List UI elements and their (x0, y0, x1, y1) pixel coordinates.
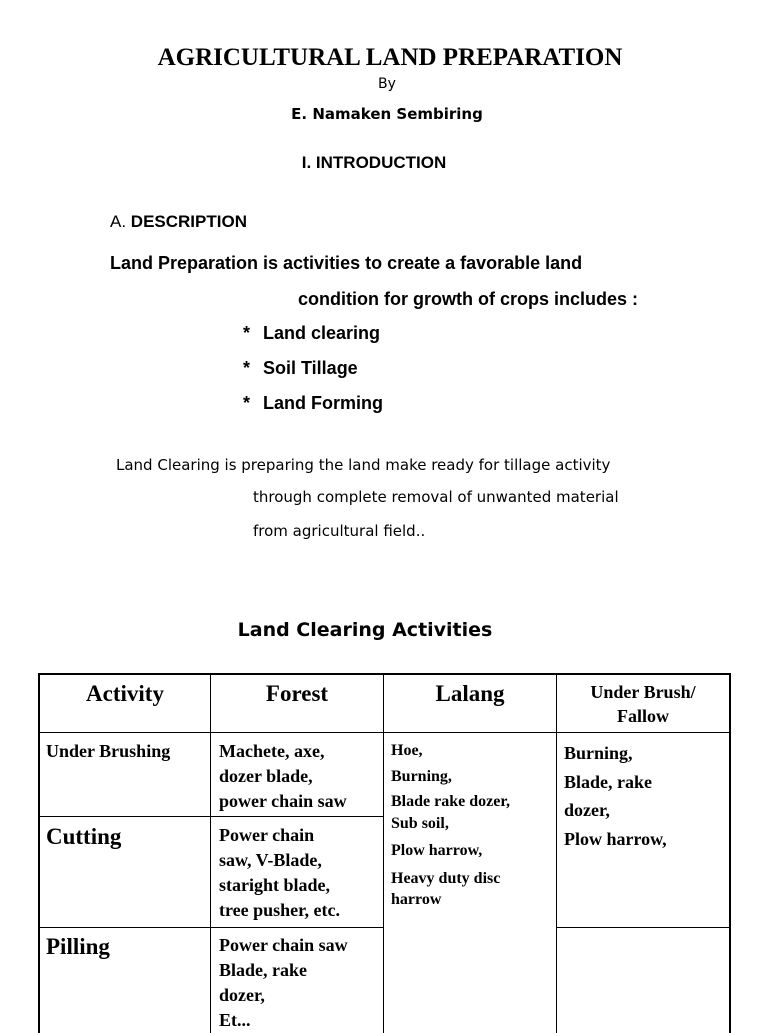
lalang-line: Sub soil, (391, 814, 449, 832)
definition-line-1: Land Preparation is activities to create a favorable land (110, 253, 583, 273)
forest-line: power chain saw (219, 791, 347, 811)
subsection-heading (110, 212, 247, 232)
header-activity: Activity (86, 681, 164, 706)
table-border-top (38, 673, 731, 675)
under-brush-line: Burning, (564, 743, 633, 763)
document-title: AGRICULTURAL LAND PREPARATION (157, 44, 623, 71)
table-title: Land Clearing Activities (237, 619, 493, 641)
section-heading: I. INTRODUCTION (301, 153, 447, 172)
under-brush-line: dozer, (564, 800, 610, 820)
lalang-line: Hoe, (391, 742, 423, 759)
forest-cell (219, 933, 348, 1033)
row-divider (38, 927, 384, 928)
activity-cell: Under Brushing (46, 741, 171, 761)
forest-line: Et... (219, 1010, 251, 1030)
header-lalang: Lalang (435, 681, 505, 706)
forest-line: staright blade, (219, 875, 331, 895)
clearing-line-2: through complete removal of unwanted material (253, 488, 619, 506)
forest-line: dozer, (219, 985, 265, 1005)
lalang-line: Burning, (391, 767, 452, 785)
bullet-item (243, 393, 383, 414)
bullet-marker: * (243, 323, 251, 343)
bullet-item (243, 358, 358, 379)
header-under-brush: Under Brush/ Fallow (590, 682, 696, 726)
table-border-left (38, 673, 40, 1033)
lalang-line: harrow (391, 891, 442, 908)
bullet-text: Soil Tillage (263, 358, 358, 378)
forest-line: Machete, axe, (219, 741, 325, 761)
row-divider (556, 927, 731, 928)
forest-line: Blade, rake (219, 960, 307, 980)
forest-line: Power chain saw (219, 935, 348, 955)
forest-cell (219, 823, 340, 923)
definition-line-2: condition for growth of crops includes : (298, 289, 638, 309)
forest-line: dozer blade, (219, 766, 313, 786)
forest-line: saw, V-Blade, (219, 850, 322, 870)
column-divider (383, 673, 384, 1033)
subsection-label: DESCRIPTION (130, 212, 247, 231)
forest-line: Power chain (219, 825, 315, 845)
activity-cell: Cutting (46, 824, 122, 849)
forest-line: tree pusher, etc. (219, 900, 340, 920)
bullet-marker: * (243, 358, 251, 378)
lalang-line: Blade rake dozer, (391, 793, 510, 810)
lalang-cell (391, 738, 510, 913)
subsection-prefix: A. (110, 212, 131, 231)
under-brush-line: Plow harrow, (564, 828, 667, 849)
bullet-item (243, 323, 380, 344)
column-divider (210, 673, 211, 1033)
by-line: By (378, 76, 396, 92)
table-border-right (729, 673, 731, 1033)
forest-cell (219, 739, 347, 814)
clearing-line-1: Land Clearing is preparing the land make ready for tillage activity (116, 456, 611, 474)
clearing-line-3: from agricultural field.. (253, 522, 426, 540)
bullet-text: Land Forming (263, 393, 383, 413)
lalang-line: Heavy duty disc (391, 869, 501, 887)
activity-cell: Pilling (46, 934, 110, 959)
header-forest: Forest (265, 681, 329, 706)
lalang-line: Plow harrow, (391, 842, 483, 859)
land-clearing-table (38, 673, 731, 1033)
bullet-text: Land clearing (263, 323, 381, 343)
under-brush-cell (564, 739, 667, 853)
row-divider (38, 816, 384, 817)
bullet-marker: * (243, 393, 251, 413)
header-divider (38, 732, 731, 733)
author-name: E. Namaken Sembiring (291, 105, 483, 123)
under-brush-line: Blade, rake (564, 771, 652, 792)
